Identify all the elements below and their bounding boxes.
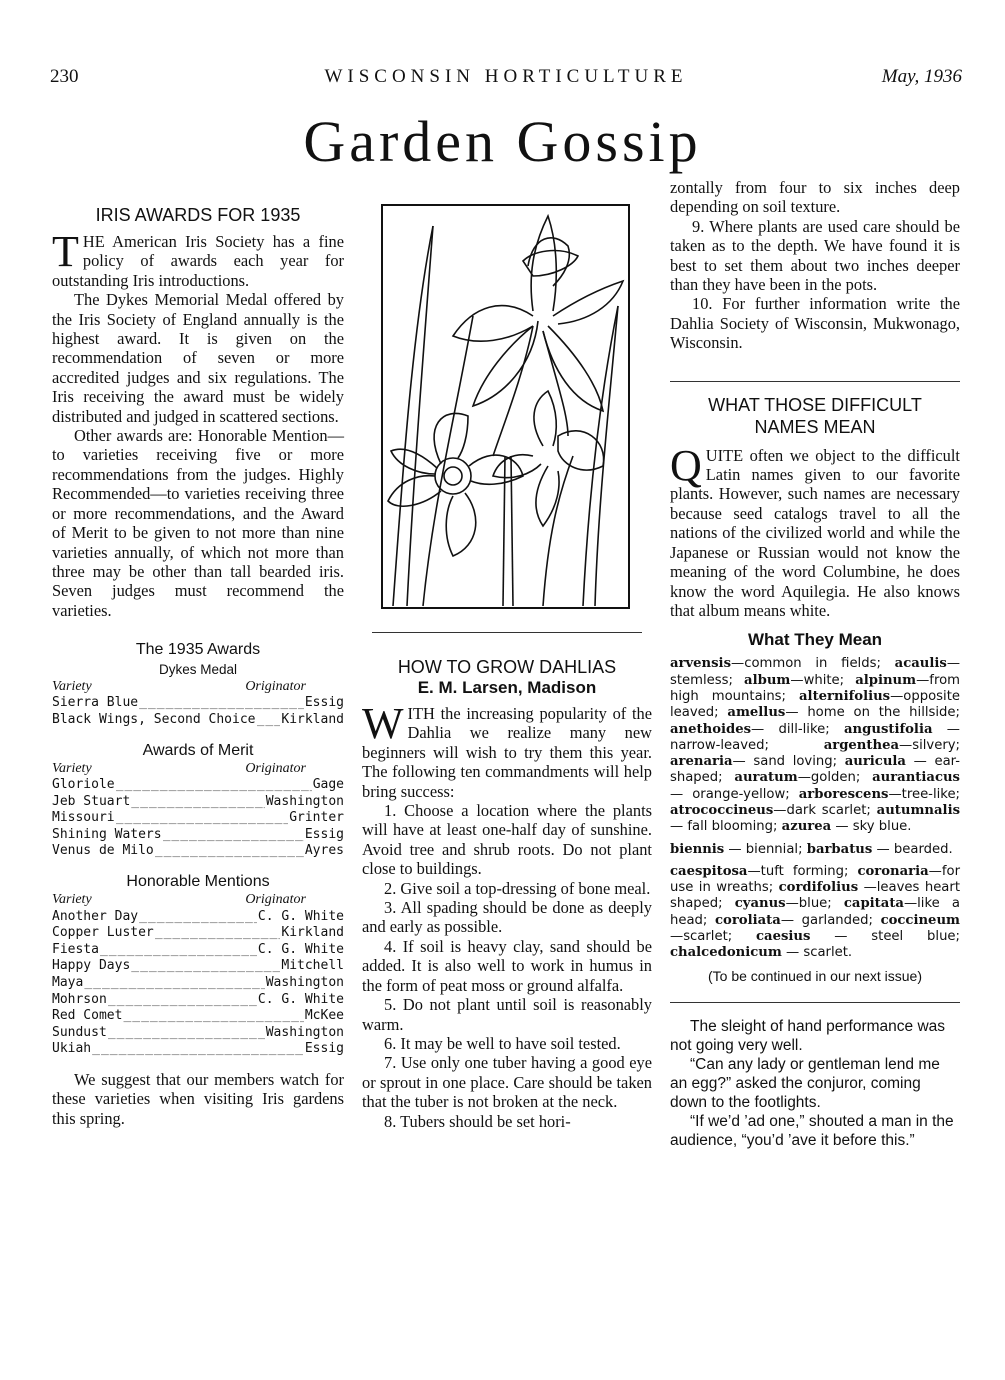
- term-meaning: —blue;: [785, 896, 844, 912]
- issue-date: May, 1936: [881, 66, 962, 87]
- joke-line-2: “Can any lady or gentleman lend me an egg?” asked the conjuror, coming down to the footlights.: [670, 1055, 940, 1111]
- term-meaning: —stemless;: [670, 656, 960, 688]
- term-meaning: — orange-yellow;: [670, 786, 799, 802]
- award-originator: Essig: [304, 826, 344, 842]
- award-row: [52, 810, 344, 827]
- award-variety: Fiesta: [52, 941, 99, 957]
- iris-heading: IRIS AWARDS FOR 1935: [95, 205, 301, 225]
- dahlia-item: 2. Give soil a top-dressing of bone meal.: [384, 878, 651, 898]
- term-meaning: —from high mountains;: [670, 672, 960, 704]
- award-variety: Venus de Milo: [52, 843, 154, 859]
- award-originator: Gage: [312, 777, 344, 793]
- latin-term: album: [744, 672, 791, 688]
- award-originator: Kirkland: [281, 711, 344, 727]
- latin-term: arborescens: [798, 786, 889, 802]
- award-row: [52, 992, 344, 1009]
- latin-term: acaulis: [894, 656, 947, 672]
- latin-term: arenaria: [670, 754, 733, 770]
- term-meaning: —for use in wreaths;: [670, 863, 960, 896]
- term-meaning: — ear-shaped;: [670, 754, 960, 786]
- column-header: [52, 892, 344, 909]
- dahlia-article: [362, 656, 652, 1131]
- leader-dots: [100, 942, 257, 959]
- leader-dots: [108, 1025, 265, 1042]
- award-originator: C. G. White: [257, 908, 344, 924]
- latin-term: chalcedonicum: [670, 945, 782, 961]
- latin-term: autumnalis: [876, 802, 960, 818]
- latin-term: biennis: [670, 841, 725, 857]
- glossary: [670, 656, 960, 961]
- merit-list: [52, 741, 344, 861]
- award-originator: McKee: [304, 1008, 344, 1024]
- term-meaning: —dark scarlet;: [773, 802, 877, 818]
- latin-term: amellus: [727, 705, 786, 721]
- award-variety: Jeb Stuart: [52, 793, 131, 809]
- term-meaning: — steel blue;: [810, 929, 960, 945]
- leader-dots: [131, 958, 280, 975]
- award-originator: C. G. White: [257, 941, 344, 957]
- latin-term: auratum: [734, 770, 798, 786]
- term-meaning: —common in fields;: [731, 656, 895, 672]
- latin-term: capitata: [843, 896, 904, 912]
- latin-term: arvensis: [670, 656, 731, 672]
- iris-article: [52, 204, 344, 1128]
- page-number: 230: [50, 66, 79, 87]
- glossary-c: [670, 864, 960, 962]
- latin-term: alpinum: [855, 672, 917, 688]
- award-row: [52, 827, 344, 844]
- award-variety: Mohrson: [52, 991, 107, 1007]
- latin-term: aurantiacus: [872, 770, 960, 786]
- leader-dots: [163, 827, 304, 844]
- dahlia-heading: HOW TO GROW DAHLIAS: [397, 657, 617, 677]
- award-variety: Black Wings, Second Choice: [52, 711, 256, 727]
- glossary-b: [670, 842, 960, 858]
- award-variety: Missouri: [52, 810, 115, 826]
- dahlia-item: 1. Choose a location where the plants will have at least one-half day of sunshine. Avoid tree and shrub roots. Do not plant close to buildings.: [362, 801, 652, 879]
- originator-header: Originator: [245, 760, 306, 776]
- running-header: [50, 66, 962, 92]
- award-originator: Mitchell: [281, 958, 344, 974]
- award-row: [52, 1025, 344, 1042]
- latin-term: coccineum: [880, 912, 960, 928]
- award-row: [52, 909, 344, 926]
- term-meaning: — bearded.: [872, 841, 953, 857]
- award-originator: Washington: [265, 793, 344, 809]
- dahlia-item: 6. It may be well to have soil tested.: [384, 1033, 621, 1053]
- divider-rule: [670, 381, 960, 382]
- term-meaning: —scarlet;: [670, 929, 757, 945]
- award-variety: Gloriole: [52, 777, 115, 793]
- latin-term: caespitosa: [670, 863, 748, 879]
- term-meaning: — sand loving;: [732, 754, 845, 770]
- award-row: [52, 695, 344, 712]
- awards-title: The 1935 Awards: [135, 641, 261, 659]
- leader-dots: [155, 925, 281, 942]
- award-row: [52, 843, 344, 860]
- leader-dots: [92, 1041, 304, 1058]
- term-meaning: —like a head;: [670, 896, 960, 928]
- names-heading: WHAT THOSE DIFFICULT NAMES MEAN: [708, 394, 922, 437]
- award-variety: Sundust: [52, 1024, 107, 1040]
- term-meaning: —silvery;: [899, 737, 960, 753]
- term-meaning: — scarlet.: [781, 945, 853, 961]
- continued-note: (To be continued in our next issue): [707, 967, 922, 984]
- leader-dots: [123, 1008, 303, 1025]
- daffodil-drawing: [383, 206, 628, 607]
- dahlia-item: 7. Use only one tuber having a good eye or sprout in one place. Care should be taken that the tuber is not broken at the neck.: [362, 1053, 652, 1112]
- award-originator: C. G. White: [257, 991, 344, 1007]
- term-meaning: — biennial;: [724, 841, 807, 857]
- dahlia-item: 3. All spading should be done as deeply and early as possible.: [362, 898, 652, 937]
- latin-term: atrococcineus: [670, 802, 774, 818]
- what-they-mean-heading: What They Mean: [747, 630, 883, 650]
- award-variety: Another Day: [52, 908, 139, 924]
- iris-body: [52, 227, 344, 620]
- award-row: [52, 777, 344, 794]
- iris-paragraph-3: Other awards are: Honorable Mention—to varieties receiving five or more recommendations from the judges. Highly Recommended—to varieties receiving three or more recommendations, and the Award of Merit to be given to not more than nine varieties annually, of which not more than three may be other than tall bearded iris. Seven judges must recommend the varieties.: [52, 426, 344, 620]
- daffodil-illustration: [381, 204, 630, 609]
- award-row: [52, 1041, 344, 1058]
- term-meaning: —golden;: [797, 770, 873, 786]
- joke-line-3: “If we’d ’ad one,” shouted a man in the audience, “you’d ’ave it before this.”: [670, 1112, 954, 1149]
- term-meaning: —tuft forming;: [747, 863, 858, 879]
- originator-header: Originator: [245, 678, 306, 694]
- column-header: [52, 761, 344, 778]
- award-variety: Happy Days: [52, 958, 131, 974]
- latin-term: alternifolius: [799, 688, 891, 704]
- dahlia-item: 4. If soil is heavy clay, sand should be added. It is also well to work in humus in the form of peat moss or ground alfalfa.: [362, 936, 652, 995]
- variety-header: Variety: [52, 678, 92, 694]
- award-variety: Sierra Blue: [52, 695, 139, 711]
- term-meaning: — sky blue.: [831, 819, 912, 835]
- latin-term: azurea: [781, 819, 832, 835]
- award-originator: Ayres: [304, 843, 344, 859]
- award-originator: Kirkland: [281, 925, 344, 941]
- dahlia-body: [362, 699, 652, 1131]
- award-originator: Washington: [265, 975, 344, 991]
- award-row: [52, 958, 344, 975]
- iris-paragraph-2: The Dykes Memorial Medal offered by the Iris Society of England annually is the highest award. It is given on the recommendation of seven or more accredited judges and six regulations. The Iris receiving the award must be widely distributed and judged in scattered sections.: [52, 290, 344, 426]
- dahlia-intro: ITH the increasing popularity of the Dahlia we realize many new beginners will wish to try them this year. The following ten commandments will help bring success:: [362, 704, 652, 801]
- divider-rule: [372, 632, 642, 633]
- latin-term: auricula: [844, 754, 906, 770]
- award-originator: Essig: [304, 1041, 344, 1057]
- right-column: [670, 178, 960, 1150]
- award-variety: Maya: [52, 975, 84, 991]
- names-dropcap: Q: [670, 440, 702, 490]
- journal-title: WISCONSIN HORTICULTURE: [324, 66, 688, 87]
- term-meaning: —opposite leaved;: [670, 688, 960, 721]
- dahlia-author: E. M. Larsen, Madison: [417, 678, 597, 697]
- latin-term: argenthea: [823, 737, 900, 753]
- award-row: [52, 712, 344, 729]
- term-meaning: —white;: [790, 672, 856, 688]
- names-body: [670, 440, 960, 621]
- iris-paragraph-1: HE American Iris Society has a fine policy of awards each year for outstanding Iris introductions.: [52, 232, 344, 290]
- leader-dots: [139, 695, 304, 712]
- term-meaning: —tree-like;: [888, 786, 960, 802]
- award-row: [52, 794, 344, 811]
- iris-closing: We suggest that our members watch for these varieties when visiting Iris gardens this spring.: [52, 1070, 344, 1128]
- variety-header: Variety: [52, 892, 92, 908]
- latin-term: coronaria: [857, 863, 929, 879]
- page-title: Garden Gossip: [303, 109, 702, 174]
- glossary-a: [670, 656, 960, 835]
- leader-dots: [155, 843, 304, 860]
- honorable-title: Honorable Mentions: [126, 873, 270, 891]
- dahlia-item-10: 10. For further information write the Dahlia Society of Wisconsin, Mukwonago, Wisconsin.: [670, 294, 960, 353]
- leader-dots: [108, 992, 257, 1009]
- latin-term: caesius: [756, 929, 811, 945]
- award-row: [52, 1008, 344, 1025]
- award-row: [52, 942, 344, 959]
- leader-dots: [116, 810, 289, 827]
- term-meaning: — narrow-leaved;: [670, 721, 960, 753]
- leader-dots: [257, 712, 281, 729]
- term-meaning: — dill-like;: [751, 721, 844, 737]
- column-header: [52, 679, 344, 696]
- variety-header: Variety: [52, 760, 92, 776]
- latin-term: barbatus: [806, 841, 873, 857]
- leader-dots: [84, 975, 264, 992]
- dykes-title: Dykes Medal: [158, 662, 238, 678]
- dykes-medal-list: [52, 662, 344, 728]
- latin-term: angustifolia: [844, 721, 933, 737]
- joke-line-1: The sleight of hand performance was not going very well.: [670, 1017, 946, 1054]
- latin-term: cyanus: [734, 896, 786, 912]
- award-originator: Grinter: [289, 810, 344, 826]
- award-originator: Washington: [265, 1024, 344, 1040]
- latin-term: anethoides: [670, 721, 752, 737]
- award-row: [52, 925, 344, 942]
- latin-term: coroliata: [715, 912, 781, 928]
- merit-title: Awards of Merit: [142, 741, 254, 759]
- term-meaning: — fall blooming;: [670, 819, 782, 835]
- award-originator: Essig: [304, 695, 344, 711]
- iris-closing-block: [52, 1070, 344, 1128]
- iris-dropcap: T: [52, 227, 79, 276]
- award-variety: Red Comet: [52, 1008, 123, 1024]
- honorable-list: [52, 872, 344, 1058]
- joke-article: [670, 1017, 960, 1150]
- term-meaning: — garlanded;: [780, 912, 881, 928]
- divider-rule: [670, 1002, 960, 1003]
- leader-dots: [131, 794, 264, 811]
- dahlia-continued-text: zontally from four to six inches deep depending on soil texture.: [670, 178, 960, 217]
- dahlia-continued: [670, 178, 960, 353]
- names-paragraph: UITE often we object to the difficult Latin names given to our favorite plants. However, such names are necessary because seed catalogs travel to all the nations of the civilized world and while the Japanese or Russian would not know the meaning of the word Columbine, he does know the word Aquilegia. He also knows that album means white.: [670, 445, 960, 620]
- award-variety: Ukiah: [52, 1041, 92, 1057]
- award-variety: Shining Waters: [52, 826, 162, 842]
- award-variety: Copper Luster: [52, 925, 154, 941]
- dahlia-item-9: 9. Where plants are used care should be taken as to the depth. We have found it is best to set them about two inches deeper than they have been in the pots.: [670, 216, 960, 295]
- leader-dots: [116, 777, 312, 794]
- latin-term: cordifolius: [778, 880, 859, 896]
- leader-dots: [139, 909, 257, 926]
- award-row: [52, 975, 344, 992]
- dahlia-dropcap: W: [362, 699, 404, 748]
- term-meaning: —leaves heart shaped;: [670, 880, 960, 912]
- dahlia-item: 8. Tubers should be set hori-: [384, 1111, 571, 1131]
- term-meaning: — home on the hillside;: [785, 705, 960, 721]
- dahlia-item: 5. Do not plant until soil is reasonably warm.: [362, 995, 652, 1034]
- originator-header: Originator: [245, 892, 306, 908]
